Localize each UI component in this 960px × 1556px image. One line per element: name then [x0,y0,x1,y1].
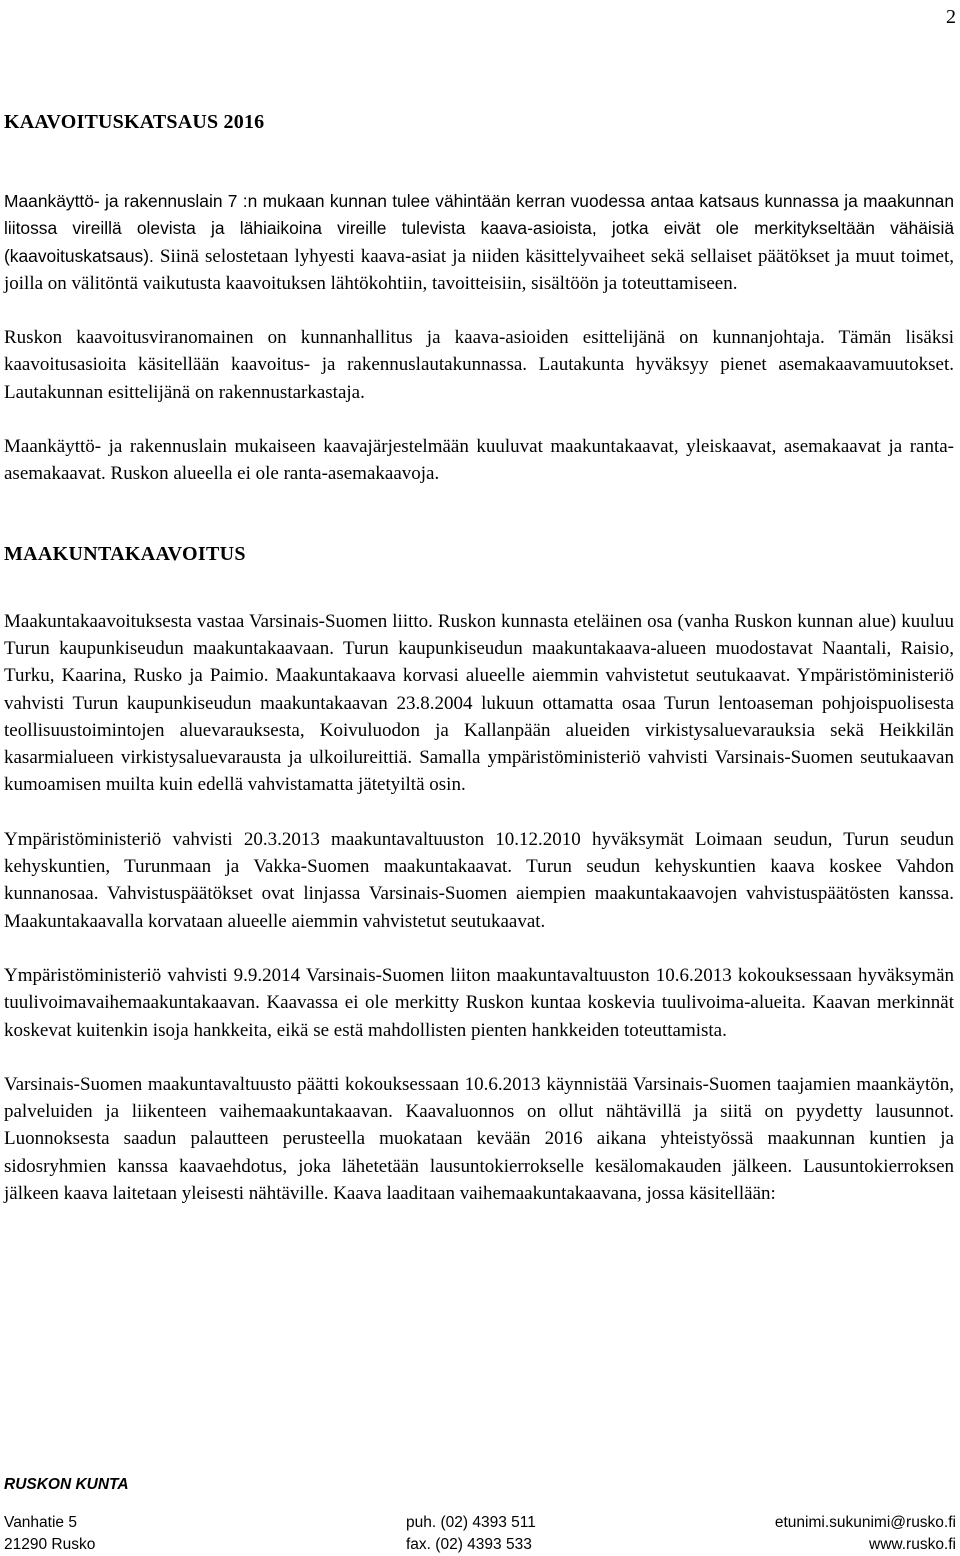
section-paragraph: Ympäristöministeriö vahvisti 9.9.2014 Varsinais-Suomen liiton maakuntavaltuuston 10.6.2013 kokouksessaan hyväksymän tuulivoimavaihemaakuntakaavan. Kaavassa ei ole merkitty Ruskon kuntaa koskevia tuulivoima-alueita. Kaavan merkinnät koskevat kuitenkin isoja hankkeita, eikä se estä mahdollisten pienten hankkeiden toteuttamista. [4,964,954,1041]
footer-org-name: RUSKON KUNTA [4,1476,129,1493]
footer-email[interactable]: etunimi.sukunimi@rusko.fi [774,1514,956,1531]
intro-sans-text: Maankäyttö- ja rakennuslain 7 :n mukaan kunnan tulee vähintään kerran vuodessa antaa katsaus kunnassa ja maakunnan liitossa vireillä olevista ja lähiaikoina vireille tulevista kaava-asioista, jotka eivät ole merkitykseltään vähäisiä (kaavoituskatsaus). [4,191,954,266]
page-number: 2 [946,6,956,28]
section-paragraph: Maakuntakaavoituksesta vastaa Varsinais-Suomen liitto. Ruskon kunnasta eteläinen osa (vanha Ruskon kunnan alue) kuuluu Turun kaupunkiseudun maakuntakaavaan. Turun kaupunkiseudun maakuntakaava-alueen muodostavat Naantali, Raisio, Turku, Kaarina, Rusko ja Paimio. Maakuntakaava korvasi alueelle aiemmin vahvistetut seutukaavat. Ympäristöministeriö vahvisti Turun kaupunkiseudun maakuntakaavan 23.8.2004 lukuun ottamatta osaa Turun lentoaseman pohjoispuolisesta teollisuustoimintojen aluevarauksesta, Koivuluodon ja Kallanpään alueiden virkistysaluevarauksia sekä Heikkilän kasarmialueen virkistysaluevarausta ja ulkoilureittiä. Samalla ympäristöministeriö vahvisti Varsinais-Suomen seutukaavan kumoamisen muilta kuin edellä vahvistamatta jätetyiltä osin. [4,610,954,796]
intro-serif-text: Siinä selostetaan lyhyesti kaava-asiat ja niiden käsittelyvaiheet sekä sellaiset päätökset ja muut toimet, joilla on välitöntä vaikutusta kaavoituksen lähtökohtiin, tavoitteisiin, sisältöön ja toteuttamiseen. [4,245,954,294]
footer-row-2 [4,1534,956,1556]
footer-address-line2: 21290 Rusko [4,1536,96,1553]
section-paragraph: Ympäristöministeriö vahvisti 20.3.2013 maakuntavaltuuston 10.12.2010 hyväksymät Loimaan seudun, Turun seudun kehyskuntien, Turunmaan ja Vakka-Suomen maakuntakaavat. Turun seudun kehyskuntien kaava koskee Vahdon kunnanosaa. Vahvistuspäätökset ovat linjassa Varsinais-Suomen aiempien maakuntakaavojen vahvistuspäätösten kanssa. Maakuntakaavalla korvataan alueelle aiemmin vahvistetut seutukaavat. [4,828,954,932]
paragraph-authority: Ruskon kaavoitusviranomainen on kunnanhallitus ja kaava-asioiden esittelijänä on kunnanjohtaja. Tämän lisäksi kaavoitusasioita käsitellään kaavoitus- ja rakennuslautakunnassa. Lautakunta hyväksyy pienet asemakaavamuutokset. Lautakunnan esittelijänä on rakennustarkastaja. [4,327,954,403]
footer-phone: puh. (02) 4393 511 [406,1514,536,1531]
section-heading: MAAKUNTAKAAVOITUS [4,542,246,565]
page-footer [4,1474,956,1556]
footer-row-1 [4,1512,956,1534]
intro-paragraph [4,188,954,297]
document-body [4,108,954,1234]
section-paragraph: Varsinais-Suomen maakuntavaltuusto päätti kokouksessaan 10.6.2013 käynnistää Varsinais-Suomen taajamien maankäytön, palveluiden ja liikenteen vaihemaakuntakaavan. Kaavaluonnos on ollut nähtävillä ja siitä on pyydetty lausunnot. Luonnoksesta saadun palautteen perusteella muokataan kevään 2016 aikana yhteistyössä maakunnan kuntien ja sidosryhmien kanssa kaavaehdotus, joka lähetetään lausuntokierrokselle kesälomakauden jälkeen. Lausuntokierroksen jälkeen kaava laitetaan yleisesti nähtäville. Kaava laaditaan vaihemaakuntakaavana, jossa käsitellään: [4,1073,954,1205]
footer-fax: fax. (02) 4393 533 [406,1536,532,1553]
paragraph-plan-system: Maankäyttö- ja rakennuslain mukaiseen kaavajärjestelmään kuuluvat maakuntakaavat, yleiskaavat, asemakaavat ja ranta-asemakaavat. Ruskon alueella ei ole ranta-asemakaavoja. [4,436,954,485]
footer-address-line1: Vanhatie 5 [4,1514,77,1531]
footer-website[interactable]: www.rusko.fi [869,1536,956,1553]
document-title: KAAVOITUSKATSAUS 2016 [4,111,265,133]
